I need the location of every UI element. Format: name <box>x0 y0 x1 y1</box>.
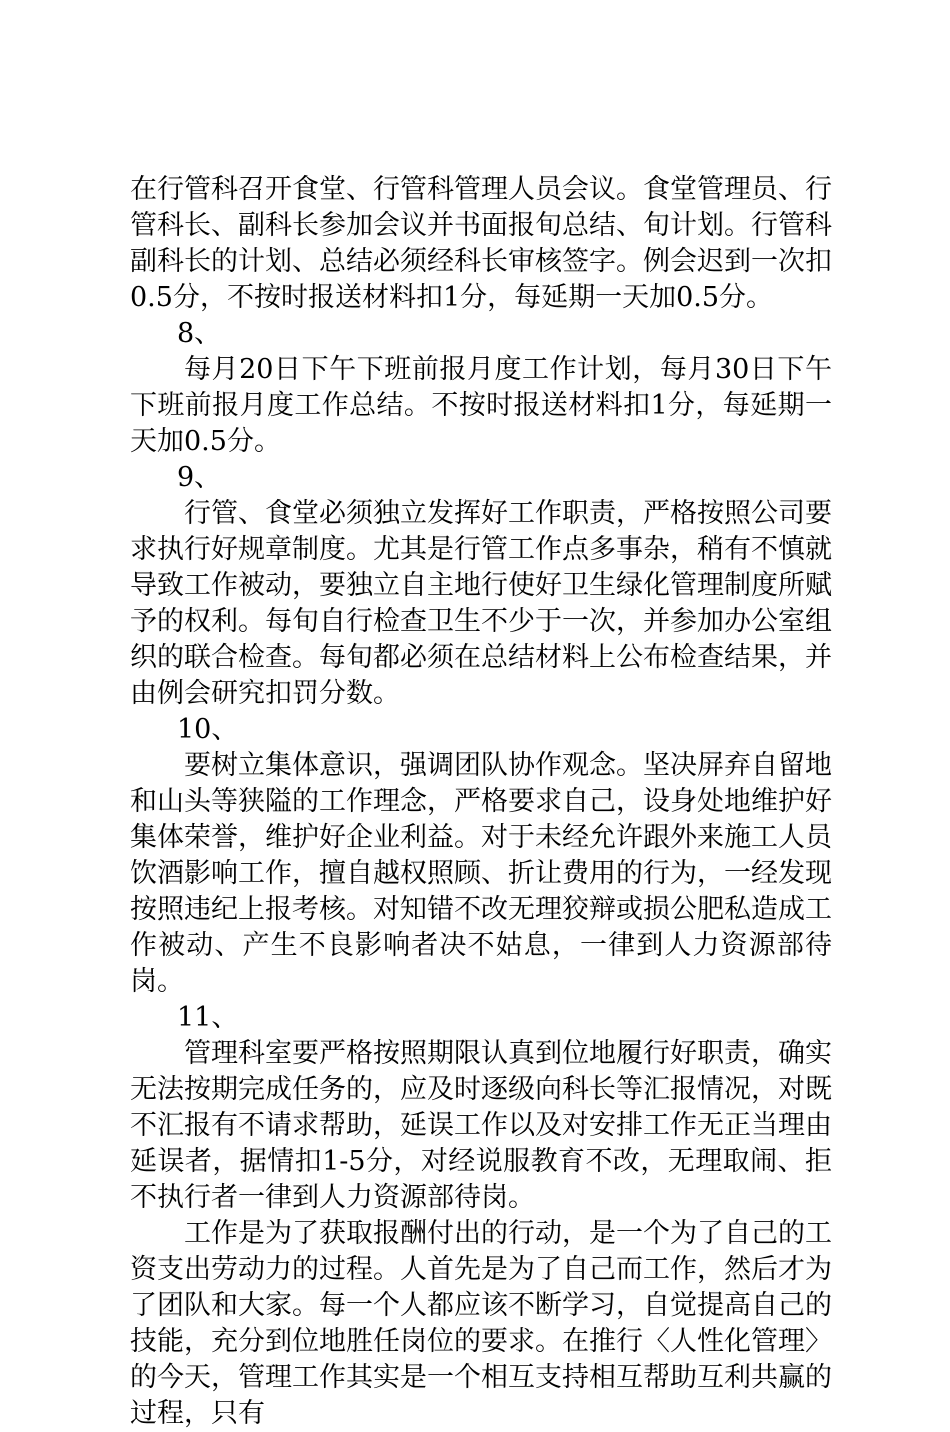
paragraph-item-8: 每月20日下午下班前报月度工作计划，每月30日下午下班前报月度工作总结。不按时报送材料扣1分，每延期一天加0.5分。 <box>130 354 832 457</box>
paragraph-item-9: 行管、食堂必须独立发挥好工作职责，严格按照公司要求执行好规章制度。尤其是行管工作点多事杂，稍有不慎就导致工作被动，要独立自主地行使好卫生绿化管理制度所赋予的权利。每旬自行检查卫生不少于一次，并参加办公室组织的联合检查。每旬都必须在总结材料上公布检查结果，并由例会研究扣罚分数。 <box>130 498 832 709</box>
paragraph-item-10: 要树立集体意识，强调团队协作观念。坚决屏弃自留地和山头等狭隘的工作理念，严格要求自己，设身处地维护好集体荣誉，维护好企业利益。对于未经允许跟外来施工人员饮酒影响工作，擅自越权照顾、折让费用的行为，一经发现按照违纪上报考核。对知错不改无理狡辩或损公肥私造成工作被动、产生不良影响者决不姑息，一律到人力资源部待岗。 <box>130 750 832 997</box>
item-number-9: 9、 <box>177 462 222 493</box>
paragraph-item-11: 管理科室要严格按照期限认真到位地履行好职责，确实无法按期完成任务的，应及时逐级向科长等汇报情况，对既不汇报有不请求帮助，延误工作以及对安排工作无正当理由延误者，据情扣1-5分，对经说服教育不改，无理取闹、拒不执行者一律到人力资源部待岗。 <box>130 1038 832 1213</box>
item-number-8: 8、 <box>177 318 222 349</box>
paragraph-closing: 工作是为了获取报酬付出的行动，是一个为了自己的工资支出劳动力的过程。人首先是为了自己而工作，然后才为了团队和大家。每一个人都应该不断学习，自觉提高自己的技能，充分到位地胜任岗位的要求。在推行〈人性化管理〉的今天，管理工作其实是一个相互支持相互帮助互利共赢的过程，只有 <box>130 1218 832 1429</box>
item-number-11: 11、 <box>177 1002 239 1033</box>
item-number-10: 10、 <box>177 714 239 745</box>
document-body <box>130 172 832 1432</box>
paragraph-continued: 在行管科召开食堂、行管科管理人员会议。食堂管理员、行管科长、副科长参加会议并书面报旬总结、旬计划。行管科副科长的计划、总结必须经科长审核签字。例会迟到一次扣0.5分，不按时报送材料扣1分，每延期一天加0.5分。 <box>130 174 832 313</box>
